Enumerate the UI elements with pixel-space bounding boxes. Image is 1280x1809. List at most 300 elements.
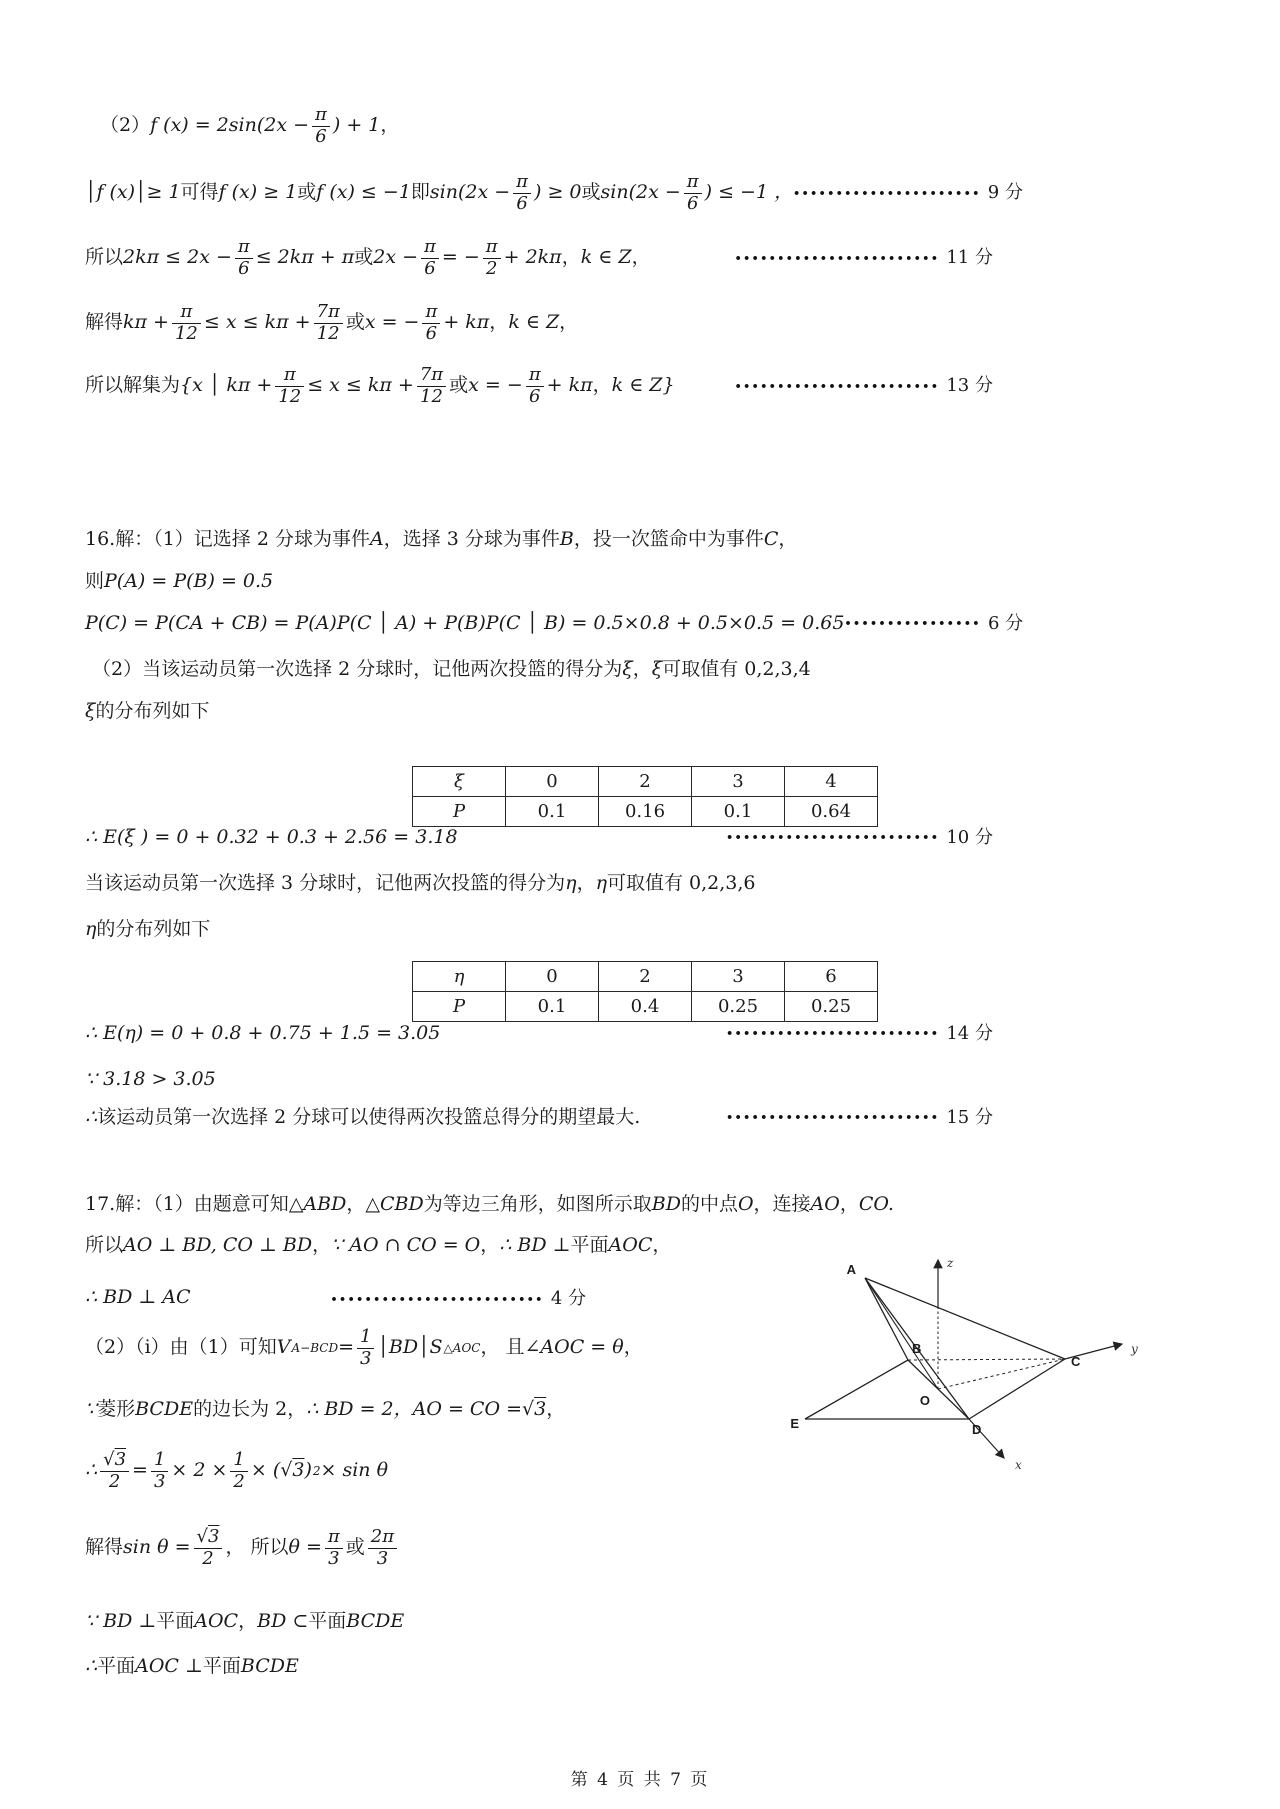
numerator: π [421, 237, 439, 259]
cjk-text: 平面 [570, 1234, 609, 1256]
math-text: × sin θ [320, 1459, 389, 1482]
cjk-text: ， [623, 1336, 643, 1359]
denominator: 3 [153, 1470, 166, 1492]
line-content [85, 237, 651, 279]
score-label: 4 分 [550, 1288, 586, 1310]
math-text: BD ⊂ [257, 1610, 309, 1632]
score-label: 13 分 [946, 374, 993, 396]
math-text: ∴ [85, 1106, 98, 1128]
denominator: 6 [529, 385, 541, 407]
score-leader [735, 375, 993, 398]
numerator: 1 [230, 1450, 247, 1472]
cjk-text: ， [631, 246, 651, 269]
table-cell: 3 [692, 767, 785, 797]
math-text: sin(2x − [600, 181, 681, 204]
line-content [85, 1106, 640, 1130]
denominator: 2 [485, 257, 498, 279]
math-text: ∵ [85, 1398, 98, 1420]
table-cell: 0.16 [599, 797, 692, 827]
cjk-text: 平面 [97, 1655, 136, 1677]
math-text: + kπ [443, 311, 490, 334]
line-content [85, 1193, 894, 1217]
cjk-text: 或 [449, 374, 469, 397]
numerator: π [172, 302, 201, 324]
math-text: ∴ E(η) = 0 + 0.8 + 0.75 + 1.5 = 3.05 [85, 1022, 441, 1044]
numerator: π [275, 365, 304, 387]
math-text: ∴ E(ξ ) = 0 + 0.32 + 0.3 + 2.56 = 3.18 [85, 826, 458, 848]
cjk-text: 可得 [180, 181, 219, 204]
numerator: π [684, 172, 702, 194]
cjk-text: 或 [345, 311, 365, 334]
x-axis-label: x [1015, 1458, 1022, 1472]
numerator: √3 [100, 1450, 129, 1472]
cjk-text: 所以解集为 [85, 374, 181, 397]
line-content [100, 105, 399, 147]
math-text: B [559, 528, 574, 550]
denominator: 6 [424, 257, 436, 279]
math-text: ∴ [85, 1459, 98, 1482]
math-text: sin θ = [123, 1536, 191, 1559]
radicand: 3 [534, 1398, 547, 1420]
cjk-text: 所以 [85, 1234, 124, 1256]
cjk-text: ， [546, 1398, 566, 1420]
math-text: η [85, 918, 97, 940]
fraction [230, 1450, 247, 1492]
line-content [85, 1527, 400, 1569]
cjk-text: 或 [345, 1536, 365, 1559]
math-text: CO. [858, 1193, 894, 1215]
cjk-text: ， [632, 658, 652, 680]
math-text: ∠AOC = θ [524, 1336, 624, 1359]
line-content [85, 172, 793, 214]
cjk-text: ， 所以 [225, 1536, 289, 1559]
cjk-text: 平面 [308, 1610, 347, 1632]
cjk-text: ，连接 [753, 1193, 811, 1215]
q17-line-sin-theta [85, 1527, 400, 1569]
fraction [513, 172, 531, 214]
cjk-text: 该运动员第一次选择 2 分球可以使得两次投篮总得分的期望最大. [97, 1106, 641, 1128]
subscript: A−BCD [291, 1340, 339, 1355]
table-cell: 0 [506, 962, 599, 992]
math-text: │BD│S [377, 1336, 443, 1359]
q17-line-setup [85, 1193, 894, 1217]
score-label: 10 分 [946, 826, 993, 848]
table-cell: 0.64 [785, 797, 878, 827]
cjk-text: 或 [581, 181, 601, 204]
segment-AO [865, 1278, 938, 1389]
line-content [85, 302, 578, 344]
table-cell: 0.1 [506, 797, 599, 827]
q16-line-expectation-xi [85, 826, 993, 850]
xi-distribution-table [412, 766, 878, 827]
denominator: 12 [316, 322, 340, 344]
q16-line-xi-intro [92, 658, 811, 682]
vertex-label-B: B [912, 1341, 922, 1356]
denominator: 2 [108, 1470, 121, 1492]
q17-line-plane-perp-plane [85, 1655, 299, 1679]
cjk-text: 菱形 [97, 1398, 136, 1420]
math-text: AO [810, 1193, 840, 1215]
math-text: x = − [364, 311, 420, 334]
fraction [483, 237, 501, 279]
vertex-label-E: E [790, 1416, 799, 1431]
math-text: BCDE [135, 1398, 194, 1420]
math-text: P(C) = P(CA + CB) = P(A)P(C │ A) + P(B)P(C │ B) = 0.5×0.8 + 0.5×0.5 = 0.65 [85, 612, 845, 634]
math-text: ∴ BD ⊥ AC [85, 1286, 191, 1308]
table-row [413, 767, 878, 797]
z-axis-label: z [947, 1256, 954, 1270]
table-cell: 2 [599, 767, 692, 797]
math-text: f (x) = 2sin(2x − [150, 114, 310, 137]
cjk-text: 可取值有 0,2,3,4 [662, 658, 811, 680]
math-text: 2x − [373, 246, 419, 269]
cjk-text: 则 [85, 570, 105, 592]
math-text: BCDE [346, 1610, 405, 1632]
numerator: √3 [194, 1527, 223, 1549]
leader-dots: ••••••••••••••••••••••••• [726, 1111, 940, 1125]
fraction [526, 365, 544, 407]
cjk-text: 平面 [156, 1610, 195, 1632]
line-content [85, 918, 210, 942]
fraction [421, 237, 439, 279]
score-leader [793, 182, 1023, 205]
math-text: ) [304, 1459, 312, 1482]
math-text: AO ⊥ BD, CO ⊥ BD [123, 1234, 313, 1256]
denominator: 6 [315, 125, 327, 147]
q16-line-xi-dist-label [85, 700, 209, 724]
eta-distribution-table [412, 961, 878, 1022]
numerator: π [483, 237, 501, 259]
numerator: π [526, 365, 544, 387]
numerator: π [422, 302, 440, 324]
denominator: 6 [686, 192, 699, 214]
score-label: 6 分 [987, 612, 1024, 634]
cjk-text: ， 且 [480, 1336, 525, 1359]
q16-line-total-probability [85, 612, 1024, 636]
numerator: π [325, 1527, 343, 1549]
radicand: 3 [208, 1526, 220, 1547]
fraction [151, 1450, 168, 1492]
cjk-text: （2） [100, 114, 151, 137]
cjk-text: ，投一次篮命中为事件 [573, 528, 764, 550]
math-text: x = − [468, 374, 523, 397]
q16-line-eta-intro [85, 872, 755, 896]
fraction [417, 365, 446, 407]
fraction [275, 365, 304, 407]
fraction [357, 1327, 374, 1369]
table-cell: 0.25 [692, 992, 785, 1022]
table-cell: 3 [692, 962, 785, 992]
math-text: = − [441, 246, 480, 269]
score-label: 15 分 [946, 1106, 993, 1128]
numerator: 1 [357, 1327, 374, 1349]
numerator: π [235, 237, 253, 259]
fraction [422, 302, 440, 344]
q16-line-pa-pb [85, 570, 273, 594]
cjk-text: ， [380, 114, 400, 137]
table-cell: 4 [785, 767, 878, 797]
q15-line-abs-inequality [85, 171, 1023, 214]
score-label: 14 分 [946, 1022, 993, 1044]
leader-dots: ••••••••••••••••••••••••• [726, 1027, 940, 1041]
math-text: k ∈ Z [580, 246, 632, 269]
denominator: 3 [376, 1547, 389, 1569]
math-text: f (x) ≥ 1 [218, 181, 298, 204]
fraction [312, 105, 330, 147]
math-text: ξ [651, 658, 663, 680]
line-content [85, 700, 209, 724]
line-content [85, 1327, 643, 1369]
math-text: k ∈ Z [508, 311, 560, 334]
cjk-text: ， [778, 528, 798, 550]
fraction [172, 302, 201, 344]
math-text: + kπ [546, 374, 593, 397]
cjk-text: ， [238, 1610, 258, 1632]
math-text: + 2kπ [503, 246, 562, 269]
leader-dots: ••••••••••••••••••••••••• [330, 1293, 544, 1306]
score-leader [726, 1023, 993, 1046]
vertex-label-C: C [1071, 1354, 1081, 1369]
score-leader [726, 827, 993, 850]
cjk-text: 的分布列如下 [96, 918, 211, 940]
table-cell: P [413, 992, 506, 1022]
math-text: △ABD [288, 1193, 347, 1215]
math-text: AOC [194, 1610, 239, 1632]
q16-line-expectation-eta [85, 1022, 993, 1046]
table-cell: 0 [506, 767, 599, 797]
score-leader [735, 247, 993, 270]
math-text: f (x) ≤ −1 [316, 181, 411, 204]
cjk-text: （2）当该运动员第一次选择 2 分球时，记他两次投篮的得分为 [92, 658, 623, 680]
fraction [368, 1527, 397, 1569]
denominator: 2 [202, 1547, 214, 1569]
math-text: ∴ [85, 1655, 98, 1677]
denominator: 3 [328, 1547, 340, 1569]
fraction [235, 237, 253, 279]
q15-line-solve-x [85, 302, 578, 344]
cjk-text: 的分布列如下 [95, 700, 210, 722]
superscript: 2 [312, 1463, 321, 1478]
math-text: η [565, 872, 577, 894]
math-text: BCDE [240, 1655, 299, 1677]
math-text: ∴ BD ⊥ [499, 1234, 571, 1256]
cjk-text: 16.解：（1）记选择 2 分球为事件 [85, 528, 370, 550]
math-text: ∴ BD = 2，AO = CO = [306, 1398, 523, 1420]
cjk-text: 或 [354, 246, 374, 269]
table-row [413, 797, 878, 827]
cjk-text: ， [480, 1234, 500, 1256]
q17-line-bd-perp-ac [85, 1286, 586, 1311]
math-text: ξ [622, 658, 633, 680]
radicand: 3 [292, 1459, 305, 1482]
line-content [85, 1655, 299, 1679]
math-text: sin(2x − [429, 181, 511, 204]
cjk-text: ， [576, 872, 596, 894]
leader-dots: •••••••••••••••••••••••• [734, 379, 940, 393]
edge-DC [969, 1359, 1065, 1419]
fraction [314, 302, 343, 344]
edge-EB [805, 1360, 908, 1419]
line-content [85, 365, 675, 407]
cjk-text: ， [312, 1234, 332, 1256]
math-text: k ∈ Z} [611, 374, 675, 397]
cjk-text: （2）（i）由（1）可知 [85, 1336, 277, 1359]
cjk-text: ， [652, 1234, 672, 1256]
q16-line-eta-dist-label [85, 918, 210, 942]
line-content [85, 1022, 440, 1046]
q17-line-volume-equation [85, 1450, 388, 1492]
table-cell: ξ [413, 767, 506, 797]
vertex-label-O: O [919, 1393, 930, 1408]
numerator: π [513, 172, 531, 194]
subscript: △AOC [443, 1340, 481, 1355]
sqrt-expression: √3 [280, 1459, 305, 1482]
fraction [325, 1527, 343, 1569]
math-text: BD [651, 1193, 681, 1215]
q17-line-bd-in-plane [85, 1610, 404, 1634]
cjk-text: ， [489, 311, 509, 334]
cjk-text: 解得 [85, 311, 124, 334]
q16-line-compare [85, 1068, 216, 1092]
table-cell: 0.1 [692, 797, 785, 827]
q17-line-volume-formula [85, 1327, 643, 1369]
table-cell: 0.4 [599, 992, 692, 1022]
denominator: 12 [174, 322, 198, 344]
math-text: × ( [250, 1459, 281, 1482]
table-row [413, 992, 878, 1022]
numerator: π [312, 105, 330, 127]
math-text: A [369, 528, 384, 550]
score-leader [331, 1288, 586, 1311]
numerator: 7π [314, 302, 343, 324]
cjk-text: 为等边三角形，如图所示取 [423, 1193, 652, 1215]
line-content [85, 570, 273, 594]
math-text: △CBD [365, 1193, 424, 1215]
math-text: ) ≥ 0 [534, 181, 582, 204]
cjk-text: ， [559, 311, 579, 334]
q17-line-rhombus-sides [85, 1398, 565, 1422]
math-text: = [132, 1459, 148, 1482]
math-text: C [763, 528, 779, 550]
leader-dots: •••••••••••••••••••••• [793, 186, 981, 200]
line-content [85, 1068, 216, 1092]
cjk-text: 即 [410, 181, 430, 204]
cjk-text: ， [839, 1193, 859, 1215]
q15-line-solution-set [85, 365, 993, 407]
denominator: 12 [420, 385, 443, 407]
score-leader [844, 613, 1023, 636]
line-content [85, 1610, 404, 1634]
leader-dots: ••••••••••••••••••••••••• [726, 831, 940, 845]
vertex-label-D: D [972, 1422, 982, 1437]
denominator: 6 [516, 192, 528, 214]
edge-BC-hidden [908, 1359, 1065, 1360]
edge-AB [865, 1278, 908, 1360]
cjk-text: 解得 [85, 1536, 124, 1559]
page-footer: 第 4 页 共 7 页 [570, 1770, 710, 1790]
score-label: 11 分 [946, 246, 993, 268]
denominator: 3 [360, 1347, 372, 1369]
math-text: ) ≤ −1 ， [704, 181, 794, 204]
math-text: ∵ AO ∩ CO = O [331, 1234, 481, 1256]
solid-geometry-diagram [772, 1252, 1152, 1477]
line-content [85, 612, 844, 636]
math-text: θ = [288, 1536, 322, 1559]
cjk-text: 可取值有 0,2,3,6 [606, 872, 756, 894]
table-cell: 0.1 [506, 992, 599, 1022]
score-label: 9 分 [987, 181, 1023, 203]
line-content [85, 872, 755, 896]
math-text: ≤ 2kπ + π [255, 246, 355, 269]
math-text: = [338, 1336, 354, 1359]
leader-dots: •••••••••••••••• [844, 617, 981, 631]
math-text: ∵ BD ⊥ [85, 1610, 157, 1632]
math-text: ∵ 3.18 > 3.05 [85, 1068, 216, 1090]
math-text: 2kπ ≤ 2x − [123, 246, 232, 269]
line-content [85, 826, 458, 850]
cjk-text: ， [592, 374, 612, 397]
math-text: ) + 1 [332, 114, 381, 137]
cjk-text: 所以 [85, 246, 124, 269]
fraction [194, 1527, 223, 1569]
cjk-text: 平面 [202, 1655, 241, 1677]
math-text: × 2 × [171, 1459, 228, 1482]
math-text: {x │ kπ + [180, 374, 273, 397]
fraction [100, 1450, 129, 1492]
q16-line-events [85, 528, 797, 552]
math-text: ≤ x ≤ kπ + [203, 311, 311, 334]
cjk-text: 17.解：（1）由题意可知 [85, 1193, 289, 1215]
math-text: ξ [85, 700, 96, 722]
score-leader [726, 1107, 993, 1130]
math-text: ≤ x ≤ kπ + [307, 374, 414, 397]
table-cell: 2 [599, 962, 692, 992]
cjk-text: 或 [297, 181, 317, 204]
segment-OC-hidden [938, 1359, 1065, 1389]
math-text: kπ + [123, 311, 169, 334]
q15-line-fx-definition [100, 105, 399, 147]
math-text: η [595, 872, 607, 894]
cjk-text: ， [561, 246, 581, 269]
math-text: │f (x)│≥ 1 [85, 181, 181, 204]
math-text: P(A) = P(B) = 0.5 [104, 570, 274, 592]
radicand: 3 [114, 1449, 127, 1470]
math-text: V [276, 1336, 291, 1359]
cjk-text: ，选择 3 分球为事件 [383, 528, 560, 550]
line-content [85, 1286, 191, 1310]
q16-line-conclusion [85, 1106, 993, 1130]
cjk-text: 当该运动员第一次选择 3 分球时，记他两次投篮的得分为 [85, 872, 566, 894]
fraction [684, 172, 702, 214]
line-content [85, 1398, 565, 1422]
line-content [85, 528, 797, 552]
numerator: 2π [368, 1527, 397, 1549]
numerator: 1 [151, 1450, 168, 1472]
table-cell: η [413, 962, 506, 992]
numerator: 7π [417, 365, 446, 387]
denominator: 6 [238, 257, 250, 279]
math-text: O [737, 1193, 754, 1215]
vertex-label-A: A [846, 1262, 856, 1277]
denominator: 12 [278, 385, 302, 407]
line-content [85, 1234, 671, 1258]
table-row [413, 962, 878, 992]
cjk-text: 的中点 [680, 1193, 738, 1215]
table-cell: 6 [785, 962, 878, 992]
denominator: 6 [425, 322, 438, 344]
line-content [92, 658, 811, 682]
q17-line-perpendicular [85, 1234, 671, 1258]
